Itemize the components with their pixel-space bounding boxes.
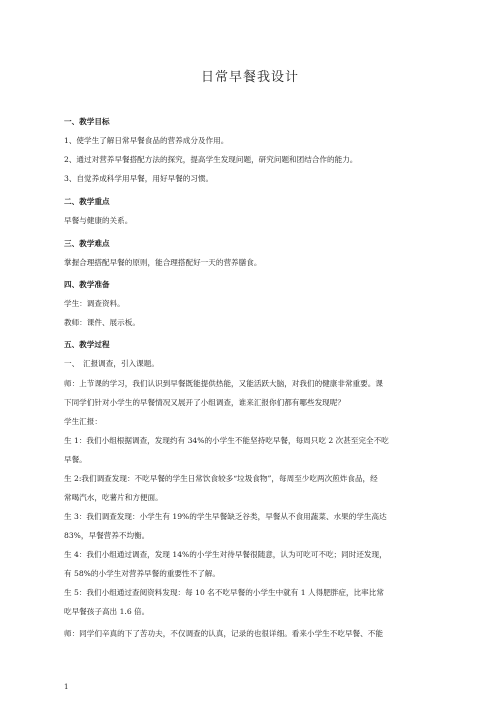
paragraph-line: 生 2:我们调查发现：不吃早餐的学生日常饮食较多“垃圾食物”，每周至少吃两次煎炸食品，经 [64, 474, 378, 483]
objective-3: 3、自觉养成科学用早餐，用好早餐的习惯。 [64, 174, 214, 183]
process-step-1: 一、 汇报调查，引入课题。 [64, 359, 159, 368]
heading-difficulty: 三、教学难点 [64, 239, 110, 248]
preparation-teacher: 教师：课件、展示板。 [64, 318, 140, 327]
paragraph-line: 有 58%的小学生对营养早餐的重要性不了解。 [64, 569, 220, 578]
paragraph-line: 生 1：我们小组根据调查，发现约有 34%的小学生不能坚持吃早餐，每周只吃 2 次甚至完全不吃 [64, 436, 389, 445]
heading-process: 五、教学过程 [64, 340, 110, 349]
difficulty-text: 掌握合理搭配早餐的原则，能合理搭配好一天的营养膳食。 [64, 258, 262, 267]
document-title: 日常早餐我设计 [200, 70, 299, 85]
objective-1: 1、使学生了解日常早餐食品的营养成分及作用。 [64, 136, 229, 145]
paragraph-line: 生 5：我们小组通过查阅资料发现：每 10 名不吃早餐的小学生中就有 1 人得肥胖症，比率比常 [64, 588, 384, 597]
paragraph-line: 师：同学们辛真的下了苦功夫，不仅调查的认真，记录的也很详细。看来小学生不吃早餐、不能 [64, 629, 383, 638]
paragraph-line: 下同学们针对小学生的早餐情况又展开了小组调查，谁来汇报你们都有哪些发现呢？ [64, 398, 345, 407]
paragraph-line: 生 3：我们调查发现：小学生有 19%的学生早餐缺乏谷类，早餐从不食用蔬菜、水果的学生高达 [64, 512, 387, 521]
page-number: 1 [64, 683, 69, 691]
paragraph-line: 常喝汽水，吃薯片和方便面。 [64, 493, 163, 502]
key-point-text: 早餐与健康的关系。 [64, 216, 133, 225]
paragraph-line: 学生汇报： [64, 417, 102, 426]
objective-2: 2、通过对营养早餐搭配方法的探究，提高学生发现问题，研究问题和团结合作的能力。 [64, 155, 358, 164]
heading-key-point: 二、教学重点 [64, 197, 110, 206]
paragraph-line: 早餐。 [64, 455, 87, 464]
paragraph-line: 生 4：我们小组通过调查，发现 14%的小学生对待早餐很随意，认为可吃可不吃；同时还发现， [64, 550, 387, 559]
preparation-students: 学生：调查资料。 [64, 299, 125, 308]
paragraph-line: 83%，早餐营养不均衡。 [64, 531, 150, 540]
paragraph-line: 吃早餐孩子高出 1.6 倍。 [64, 607, 150, 616]
heading-preparation: 四、教学准备 [64, 280, 110, 289]
paragraph-line: 师：上节课的学习，我们认识到早餐既能提供热能，又能活跃大脑，对我们的健康非常重要。课 [64, 379, 383, 388]
heading-objectives: 一、教学目标 [64, 117, 110, 126]
